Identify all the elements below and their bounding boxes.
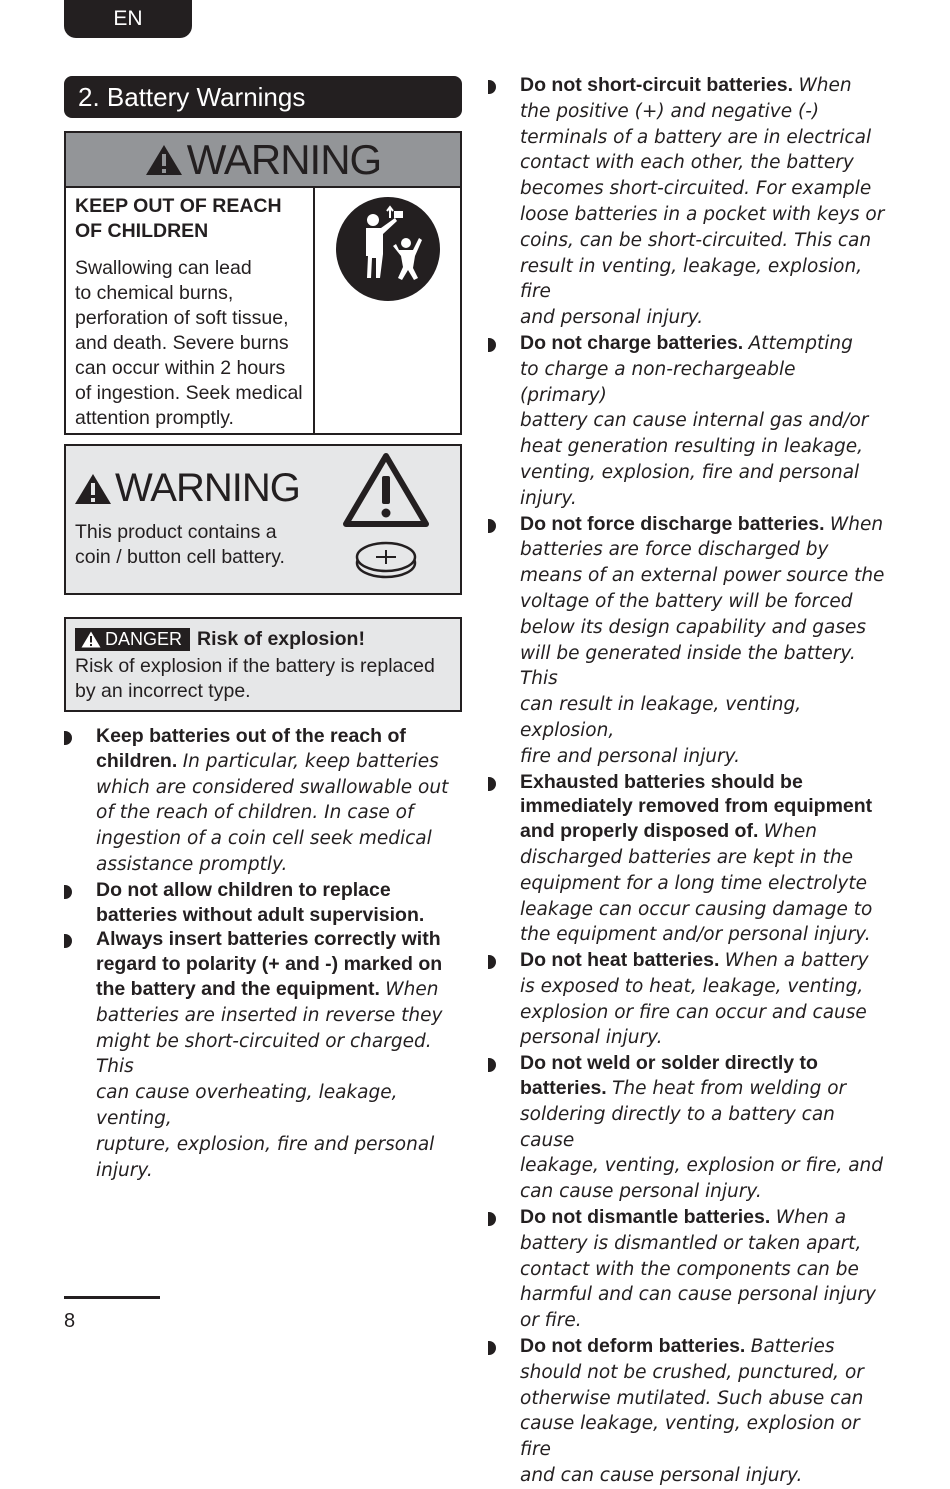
bullet-line — [520, 974, 888, 1000]
bullet-line — [96, 977, 464, 1003]
bullet-bold-text: the battery and the equipment. — [96, 977, 380, 1000]
bullet-italic-text: batteries are inserted in reverse they — [96, 1004, 443, 1026]
bullet-line — [520, 1000, 888, 1026]
bullet-line — [520, 460, 888, 486]
bullet-italic-text: Batteries — [750, 1336, 835, 1358]
bullet-italic-text: When a battery — [724, 950, 869, 972]
body-line: coin / button cell battery. — [75, 546, 285, 568]
bullet-bold-text: batteries. — [520, 1077, 607, 1100]
body-line: by an incorrect type. — [75, 680, 251, 702]
bullet-line — [520, 176, 888, 202]
bullet-line — [96, 952, 464, 977]
bullet-italic-text: contact with each other, the battery — [520, 152, 854, 174]
bullet-line — [520, 922, 888, 948]
bullet-line — [520, 305, 888, 331]
keep-out-title-line: KEEP OUT OF REACH — [75, 195, 282, 217]
bullet-italic-text: harmful and can cause personal injury — [520, 1284, 876, 1306]
bullet-italic-text: voltage of the battery will be forced — [520, 590, 853, 612]
bullet-italic-text: equipment for a long time electrolyte — [520, 872, 867, 894]
bullet-line — [96, 878, 464, 903]
bullet-line — [520, 202, 888, 228]
bullet-marker-icon — [488, 80, 496, 94]
bullet-italic-text: of the reach of children. In case of — [96, 802, 414, 824]
bullet-italic-text: is exposed to heat, leakage, venting, — [520, 975, 864, 997]
coin-cell-battery-icon — [342, 535, 430, 583]
bullet-italic-text: injury. — [96, 1159, 153, 1181]
bullet-italic-text: battery can cause internal gas and/or — [520, 410, 869, 432]
bullet-line — [520, 1282, 888, 1308]
coin-cell-icons — [342, 452, 430, 583]
bullet-line — [520, 1051, 888, 1076]
bullet-italic-text: to charge a non-rechargeable (primary) — [520, 358, 796, 406]
bullet-item — [488, 948, 888, 1051]
bullet-marker-icon — [488, 955, 496, 969]
bullet-italic-text: means of an external power source the — [520, 565, 885, 587]
bullet-line — [96, 775, 464, 801]
bullet-item — [488, 73, 888, 331]
bullet-italic-text: discharged batteries are kept in the — [520, 846, 854, 868]
bullet-line — [520, 589, 888, 615]
bullet-italic-text: explosion or fire can occur and cause — [520, 1001, 867, 1023]
bullet-line — [520, 744, 888, 770]
bullet-marker-icon — [64, 885, 72, 899]
bullet-line — [520, 331, 888, 357]
warning-header-text: WARNING — [186, 135, 382, 183]
section-title: 2. Battery Warnings — [64, 76, 462, 118]
bullet-line — [520, 1025, 888, 1051]
bullet-line — [520, 563, 888, 589]
bullet-bold-text: immediately removed from equipment — [520, 795, 873, 818]
page-number: 8 — [64, 1310, 76, 1332]
bullet-marker-icon — [488, 1212, 496, 1226]
bullet-line — [520, 125, 888, 151]
bullet-italic-text: leakage, venting, explosion or fire, and — [520, 1155, 884, 1177]
bullet-italic-text: can result in leakage, venting, explosion, — [520, 694, 802, 741]
coin-cell-warning-text — [75, 520, 285, 570]
bullet-line — [96, 1029, 464, 1081]
bullet-italic-text: personal injury. — [520, 1027, 663, 1049]
bullet-marker-icon — [488, 519, 496, 533]
bullet-marker-icon — [488, 777, 496, 791]
bullet-line — [96, 852, 464, 878]
bullet-bold-text: children. — [96, 749, 178, 772]
bullet-item — [64, 724, 464, 878]
body-line: can occur within 2 hours — [75, 357, 286, 379]
body-line: of ingestion. Seek medical — [75, 382, 303, 404]
bullet-item — [488, 512, 888, 770]
bullet-italic-text: can cause overheating, leakage, venting, — [96, 1082, 398, 1129]
bullet-italic-text: otherwise mutilated. Such abuse can — [520, 1387, 864, 1409]
bullet-line — [520, 1102, 888, 1154]
bullet-italic-text: might be short-circuited or charged. This — [96, 1030, 432, 1078]
bullet-line — [520, 615, 888, 641]
bullet-line — [520, 794, 888, 819]
bullet-italic-text: below its design capability and gases — [520, 616, 867, 638]
keep-away-from-children-icon — [335, 196, 441, 302]
bullet-line — [520, 770, 888, 795]
bullet-italic-text: When a — [775, 1207, 847, 1229]
danger-title: Risk of explosion! — [197, 627, 365, 650]
bullet-italic-text: which are considered swallowable out — [96, 776, 449, 798]
bullet-bold-text: Do not weld or solder directly to — [520, 1052, 818, 1075]
danger-box — [64, 617, 462, 712]
bullet-marker-icon — [64, 934, 72, 948]
bullet-line — [96, 749, 464, 775]
bullet-italic-text: When — [798, 75, 852, 96]
warning-header — [66, 133, 460, 188]
bullet-line — [520, 1411, 888, 1463]
footer-divider — [64, 1296, 160, 1299]
bullet-italic-text: contact with the components can be — [520, 1258, 859, 1280]
body-line: attention promptly. — [75, 407, 234, 429]
bullet-italic-text: can cause personal injury. — [520, 1181, 762, 1203]
bullet-line — [96, 1158, 464, 1184]
bullet-item — [64, 878, 464, 928]
bullet-line — [520, 1257, 888, 1283]
body-line: and death. Severe burns — [75, 332, 289, 354]
bullet-line — [520, 357, 888, 409]
bullet-line — [520, 1076, 888, 1102]
body-line: to chemical burns, — [75, 282, 234, 304]
body-line: This product contains a — [75, 521, 277, 543]
body-line: Swallowing can lead — [75, 257, 252, 279]
bullet-italic-text: cause leakage, venting, explosion or fire — [520, 1413, 860, 1461]
bullet-line — [96, 1080, 464, 1132]
warning-header-text: WARNING — [115, 466, 300, 510]
bullet-italic-text: battery is dismantled or taken apart, — [520, 1232, 862, 1254]
bullet-line — [520, 512, 888, 564]
bullet-marker-icon — [488, 1341, 496, 1355]
bullet-bold-text: regard to polarity (+ and -) marked on — [96, 953, 443, 976]
bullet-italic-text: assistance promptly. — [96, 853, 288, 875]
bullet-bold-text: Do not allow children to replace — [96, 878, 391, 901]
bullet-line — [520, 1463, 888, 1489]
bullet-line — [520, 1231, 888, 1257]
keep-out-title-line: OF CHILDREN — [75, 220, 209, 242]
bullet-italic-text: soldering directly to a battery can cause — [520, 1103, 835, 1151]
body-line: perforation of soft tissue, — [75, 307, 289, 329]
bullet-line — [96, 903, 464, 928]
bullet-line — [520, 1386, 888, 1412]
bullet-italic-text: injury. — [520, 487, 577, 509]
bullet-line — [96, 927, 464, 952]
bullet-line — [96, 1132, 464, 1158]
bullet-italic-text: loose batteries in a pocket with keys or — [520, 203, 885, 225]
bullet-line — [520, 434, 888, 460]
bullet-line — [520, 1153, 888, 1179]
bullet-italic-text: Attempting — [748, 332, 853, 354]
bullet-bold-text: Do not force discharge batteries. — [520, 512, 825, 535]
bullet-line — [520, 408, 888, 434]
bullet-bold-text: Always insert batteries correctly with — [96, 928, 441, 951]
bullet-bold-text: Do not short-circuit batteries. — [520, 74, 794, 96]
bullet-italic-text: result in venting, leakage, explosion, fire — [520, 255, 863, 303]
bullet-bold-text: Keep batteries out of the reach of — [96, 725, 406, 747]
bullet-line — [520, 692, 888, 744]
bullet-italic-text: leakage can occur causing damage to — [520, 898, 873, 920]
bullet-italic-text: the equipment and/or personal injury. — [520, 924, 871, 946]
bullet-marker-icon — [488, 338, 496, 352]
bullet-line — [96, 1003, 464, 1029]
bullet-bold-text: batteries without adult supervision. — [96, 903, 425, 926]
bullet-italic-text: the positive (+) and negative (-) — [520, 100, 820, 122]
danger-badge — [75, 628, 190, 651]
left-bullet-list — [64, 724, 464, 1183]
danger-badge-text: DANGER — [105, 628, 183, 649]
bullet-item — [64, 927, 464, 1183]
bullet-line — [520, 819, 888, 845]
bullet-marker-icon — [64, 731, 72, 745]
bullet-marker-icon — [488, 1058, 496, 1072]
language-tab: EN — [64, 0, 192, 38]
bullet-line — [520, 1205, 888, 1231]
bullet-line — [520, 871, 888, 897]
bullet-bold-text: Do not deform batteries. — [520, 1335, 746, 1358]
bullet-italic-text: In particular, keep batteries — [182, 750, 439, 772]
warning-triangle-icon — [145, 144, 183, 176]
bullet-italic-text: terminals of a battery are in electrical — [520, 126, 872, 148]
keep-out-body — [75, 256, 313, 431]
bullet-line — [96, 826, 464, 852]
bullet-bold-text: Do not charge batteries. — [520, 331, 744, 354]
bullet-italic-text: should not be crushed, punctured, or — [520, 1361, 864, 1383]
bullet-italic-text: coins, can be short-circuited. This can — [520, 229, 872, 251]
bullet-line — [520, 150, 888, 176]
warning-triangle-icon — [342, 452, 430, 528]
bullet-item — [488, 331, 888, 512]
bullet-line — [520, 1334, 888, 1360]
coin-cell-warning-box — [64, 444, 462, 595]
bullet-item — [488, 1051, 888, 1205]
bullet-line — [520, 1179, 888, 1205]
right-bullet-list — [488, 73, 888, 1489]
bullet-italic-text: and personal injury. — [520, 307, 704, 329]
bullet-line — [520, 897, 888, 923]
bullet-line — [520, 73, 888, 99]
bullet-line — [520, 486, 888, 512]
bullet-italic-text: When — [385, 978, 439, 1000]
bullet-line — [520, 641, 888, 693]
body-line: Risk of explosion if the battery is replaced — [75, 655, 435, 677]
bullet-bold-text: Exhausted batteries should be — [520, 770, 803, 793]
bullet-item — [488, 770, 888, 949]
keep-out-of-reach-warning-box — [64, 131, 462, 435]
bullet-line — [520, 1360, 888, 1386]
bullet-italic-text: will be generated inside the battery. This — [520, 642, 856, 690]
bullet-italic-text: or fire. — [520, 1310, 582, 1332]
keep-out-title — [75, 194, 313, 244]
bullet-italic-text: The heat from welding or — [612, 1078, 847, 1100]
bullet-bold-text: Do not dismantle batteries. — [520, 1206, 771, 1229]
bullet-item — [488, 1334, 888, 1489]
bullet-bold-text: and properly disposed of. — [520, 820, 759, 843]
bullet-line — [520, 228, 888, 254]
bullet-italic-text: When — [763, 821, 817, 843]
bullet-italic-text: ingestion of a coin cell seek medical — [96, 828, 432, 850]
warning-triangle-icon — [74, 473, 112, 505]
bullet-bold-text: Do not heat batteries. — [520, 949, 720, 972]
warning-header — [74, 466, 300, 511]
bullet-italic-text: and can cause personal injury. — [520, 1465, 803, 1487]
bullet-line — [520, 1308, 888, 1334]
bullet-italic-text: rupture, explosion, fire and personal — [96, 1133, 435, 1155]
bullet-line — [96, 800, 464, 826]
bullet-italic-text: becomes short-circuited. For example — [520, 178, 872, 200]
bullet-line — [520, 845, 888, 871]
bullet-italic-text: heat generation resulting in leakage, — [520, 436, 863, 458]
bullet-line — [520, 254, 888, 306]
bullet-line — [96, 724, 464, 749]
bullet-line — [520, 948, 888, 974]
bullet-item — [488, 1205, 888, 1334]
warning-triangle-icon — [81, 631, 101, 648]
bullet-italic-text: fire and personal injury. — [520, 745, 741, 767]
bullet-italic-text: When batteries are force discharged by — [520, 513, 884, 561]
bullet-line — [520, 99, 888, 125]
danger-body — [75, 654, 460, 704]
bullet-italic-text: venting, explosion, fire and personal — [520, 461, 860, 483]
